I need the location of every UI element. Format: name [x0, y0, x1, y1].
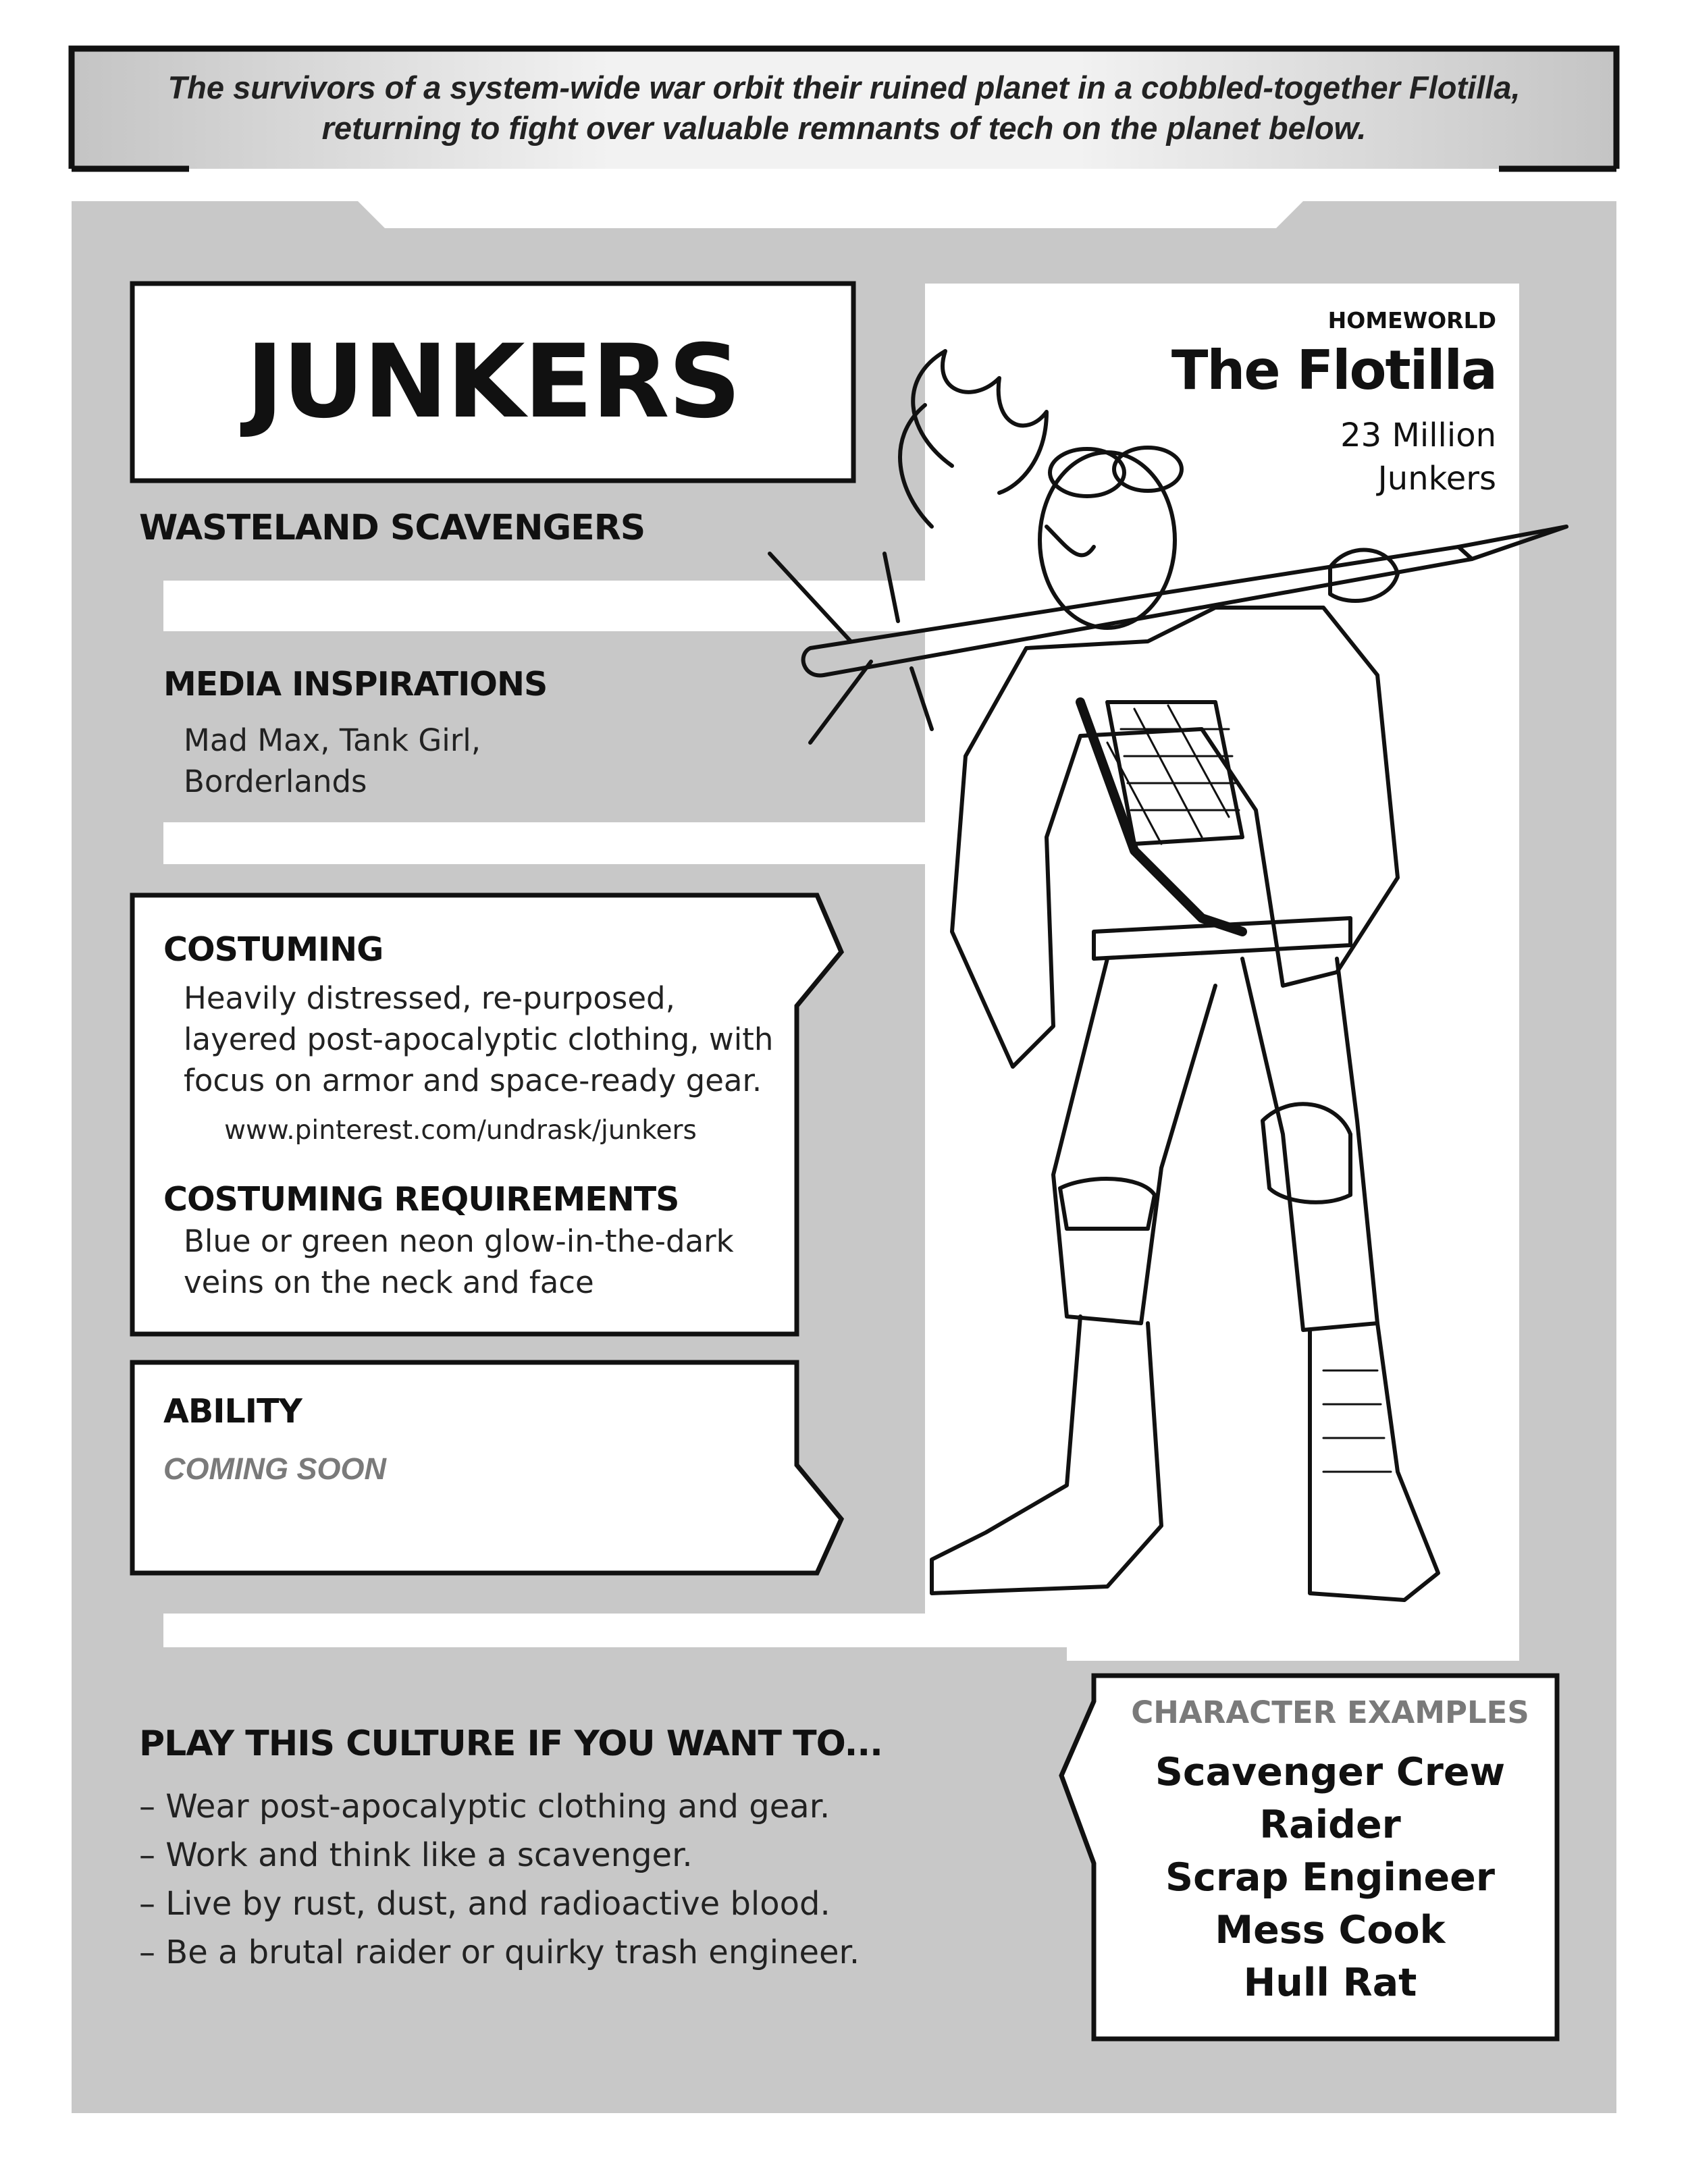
list-item: Mess Cook — [1215, 1908, 1446, 1952]
list-item: Raider — [1259, 1803, 1401, 1847]
left-boot-shape — [932, 1316, 1161, 1593]
list-item: – Work and think like a scavenger. — [139, 1836, 693, 1874]
hair-plume-shape — [913, 351, 1047, 493]
ability-heading: ABILITY — [163, 1392, 302, 1431]
media-line-2: Borderlands — [184, 764, 367, 799]
list-item: – Be a brutal raider or quirky trash engineer. — [139, 1934, 860, 1971]
play-heading: PLAY THIS CULTURE IF YOU WANT TO... — [139, 1724, 882, 1764]
homeworld-name: The Flotilla — [1171, 339, 1496, 402]
right-leg-shape — [1242, 959, 1377, 1330]
club-shape — [803, 547, 1472, 675]
costuming-requirements-text — [184, 1221, 734, 1303]
costuming-heading: COSTUMING — [163, 930, 384, 969]
media-heading: MEDIA INSPIRATIONS — [163, 665, 548, 703]
character-examples-list — [1094, 1746, 1566, 2009]
homeworld-population — [1253, 414, 1496, 500]
right-boot-shape — [1310, 1323, 1438, 1600]
media-list — [184, 720, 481, 802]
list-item: – Wear post-apocalyptic clothing and gear. — [139, 1788, 830, 1826]
costuming-line-3: focus on armor and space-ready gear. — [184, 1063, 762, 1098]
requirements-line-1: Blue or green neon glow-in-the-dark — [184, 1223, 734, 1259]
costuming-line-1: Heavily distressed, re-purposed, — [184, 980, 675, 1016]
list-item: Scrap Engineer — [1165, 1855, 1495, 1900]
left-leg-shape — [1053, 959, 1215, 1323]
requirements-line-2: veins on the neck and face — [184, 1264, 594, 1300]
intro-text — [95, 68, 1593, 149]
list-item: – Live by rust, dust, and radioactive blood. — [139, 1885, 830, 1923]
culture-tagline: WASTELAND SCAVENGERS — [139, 508, 645, 548]
play-list — [139, 1782, 860, 1977]
list-item: Scavenger Crew — [1155, 1750, 1506, 1794]
ability-status: COMING SOON — [163, 1451, 387, 1486]
intro-line-1: The survivors of a system-wide war orbit their ruined planet in a cobbled-together Flotilla, — [167, 70, 1521, 105]
culture-title: JUNKERS — [246, 323, 740, 441]
character-examples-label: CHARACTER EXAMPLES — [1131, 1695, 1529, 1730]
homeworld-label: HOMEWORLD — [1327, 307, 1496, 334]
costuming-requirements-heading: COSTUMING REQUIREMENTS — [163, 1180, 679, 1219]
costuming-text — [184, 978, 773, 1101]
jacket-shape — [952, 608, 1398, 1067]
list-item: Hull Rat — [1243, 1961, 1417, 2005]
junker-illustration — [729, 324, 1580, 1627]
population-line-1: 23 Million — [1340, 417, 1496, 454]
costuming-line-2: layered post-apocalyptic clothing, with — [184, 1021, 774, 1057]
media-line-1: Mad Max, Tank Girl, — [184, 722, 481, 758]
costuming-link[interactable]: www.pinterest.com/undrask/junkers — [224, 1115, 697, 1146]
intro-line-2: returning to fight over valuable remnants of tech on the planet below. — [321, 110, 1367, 146]
population-line-2: Junkers — [1377, 460, 1496, 498]
